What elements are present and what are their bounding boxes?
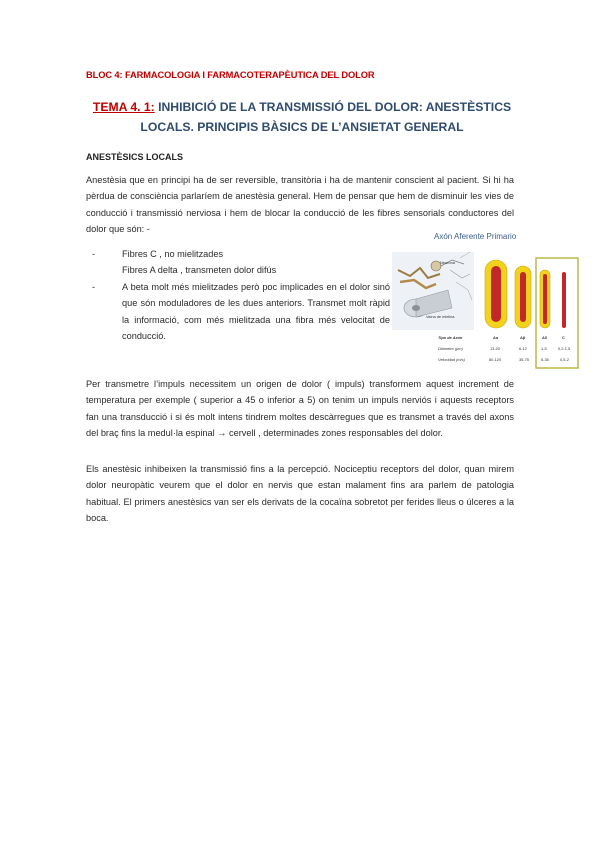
fiber-type-c: C <box>562 335 565 340</box>
list-dash: - <box>92 281 96 292</box>
diameter-a-alpha: 13-20 <box>490 346 500 351</box>
fiber-type-a-beta: Aβ <box>520 335 526 340</box>
diameter-a-beta: 6-12 <box>519 346 527 351</box>
row-label-diameter: Diámetro (μm) <box>438 346 463 351</box>
sheath-label: Vaina de mielina <box>426 314 455 319</box>
section-heading: ANESTÈSICS LOCALS <box>86 152 184 162</box>
list-item-text: A beta molt més mielitzades però poc implicades en el dolor sinó que són moduladores de les dues anteriors. Transmet molt ràpid la informació, com més mielitzada una fibra més velocitat de conducció. <box>122 281 390 342</box>
velocity-a-delta: 5-35 <box>541 357 549 362</box>
diameter-a-delta: 1-5 <box>541 346 547 351</box>
list-item <box>92 246 390 262</box>
fiber-type-a-delta: Aδ <box>542 335 548 340</box>
list-item <box>92 279 390 345</box>
fiber-cylinders <box>485 258 578 368</box>
list-dash: - <box>92 249 96 259</box>
tema-number: TEMA 4. 1: <box>92 100 155 114</box>
paragraph-intro: Anestèsia que en principi ha de ser reversible, transitòria i ha de mantenir conscient al pacient. Si hi ha pèrdua de consciència parlaríem de anestèsia general. Hem de pensar que hem de disminuir les vies de conducció i transmissió nerviosa i hem de blocar la conducció de les fibres sensorials conductores del dolor que són: - <box>86 175 514 235</box>
tema-title <box>86 97 518 137</box>
list-item-text: Fibres C , no mielitzades <box>122 249 224 259</box>
fiber-type-a-alpha: Aα <box>493 335 499 340</box>
diameter-c: 0,2-1,5 <box>558 346 571 351</box>
axon-illustration <box>390 230 586 374</box>
paragraph-transmission: Per transmetre l’impuls necessitem un origen de dolor ( impuls) transformem aquest increment de temperatura per exemple ( superior a 45 o inferior a 5) on tenim un impuls nerviós i aquests receptors fan una transducció i si és molt intens tindrem moltes descàrregues que es transmet a través del axons del braç fins la medul·la espinal → cervell , determinades zones responsables del dolor. <box>86 379 514 439</box>
velocity-c: 0,5-2 <box>560 357 569 362</box>
velocity-a-alpha: 80-120 <box>489 357 502 362</box>
row-label-type: Tipo de Axón <box>438 335 463 340</box>
tema-title-line1: INHIBICIÓ DE LA TRANSMISSIÓ DEL DOLOR: ANESTÈSTICS <box>154 100 512 114</box>
neuron-label: Neurona <box>440 260 455 265</box>
fiber-list <box>92 246 390 344</box>
velocity-a-beta: 35-75 <box>519 357 529 362</box>
paragraph-anesthetics: Els anestèsic inhibeixen la transmissió fins a la percepció. Nociceptiu receptors del dolor, quan mirem dolor neuropàtic veurem que el dolor en nervis que estan malament fins ara parlem de patologia habitual. El primers anestèsics van ser els derivats de la cocaïna sobretot per ferides lleus o úlceres a la boca. <box>86 464 514 524</box>
row-label-velocity: Velocidad (m/s) <box>438 357 465 362</box>
tema-title-line2: LOCALS. PRINCIPIS BÀSICS DE L’ANSIETAT GENERAL <box>140 120 464 134</box>
axon-figure <box>390 230 586 374</box>
list-item-subline: Fibres A delta , transmeten dolor difús <box>122 265 277 276</box>
figure-title: Axón Aferente Primario <box>434 232 517 241</box>
bloc-heading: BLOC 4: FARMACOLOGIA I FARMACOTERAPÈUTICA DEL DOLOR <box>86 70 375 80</box>
